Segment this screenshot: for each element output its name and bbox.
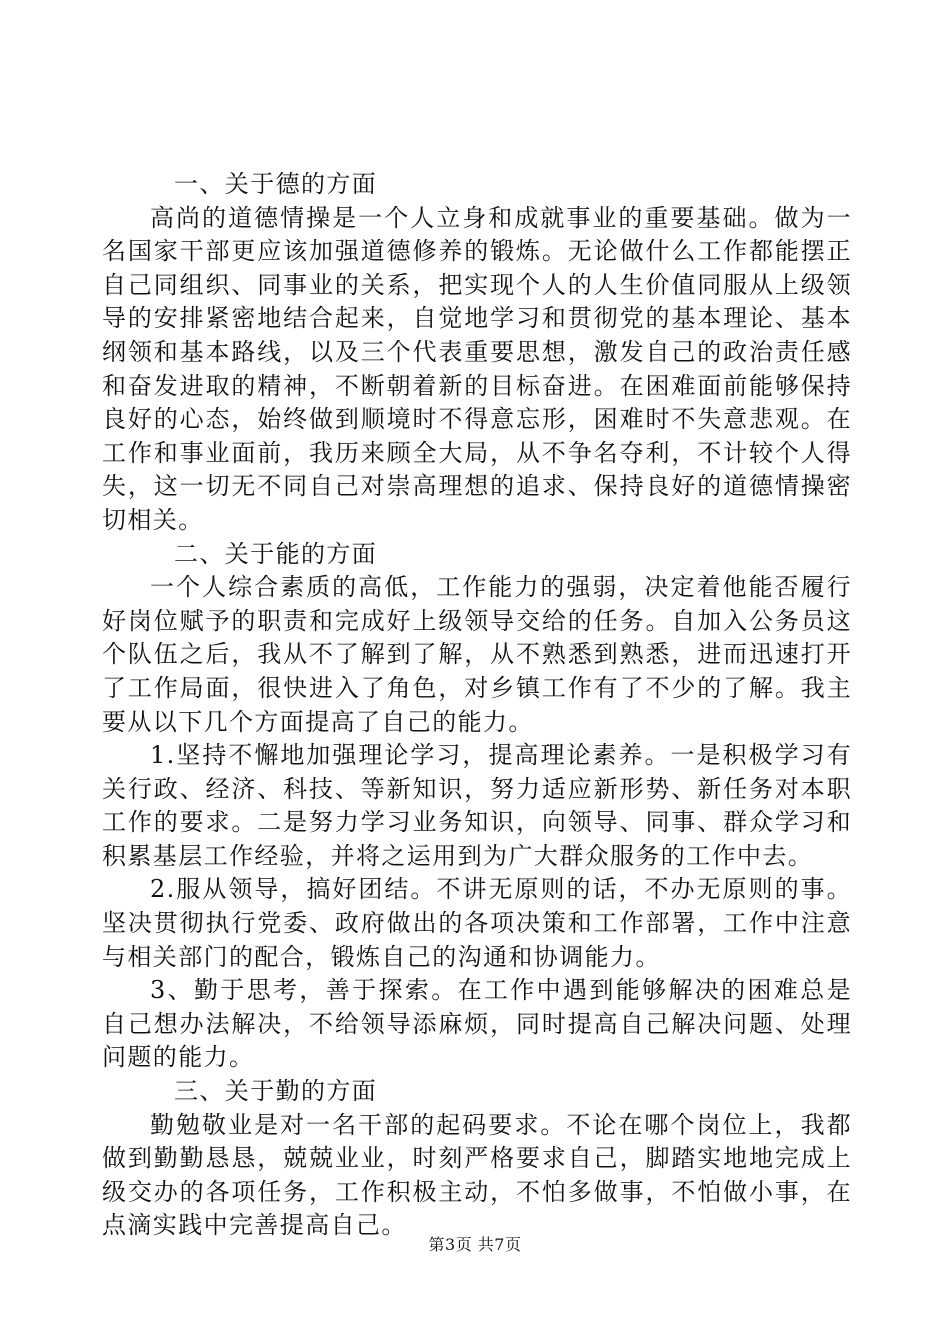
page-footer: 第3页 共7页 [428,1235,522,1254]
paragraph-neng-item-3: 3、勤于思考，善于探索。在工作中遇到能够解决的困难总是自己想办法解决，不给领导添麻烦，同时提高自己解决问题、处理问题的能力。 [102,976,852,1072]
section-heading-neng: 二、关于能的方面 [174,539,378,568]
paragraph-neng-item-1: 1.坚持不懈地加强理论学习，提高理论素养。一是积极学习有关行政、经济、科技、等新知识，努力适应新形势、新任务对本职工作的要求。二是努力学习业务知识，向领导、同事、群众学习和积累基层工作经验，并将之运用到为广大群众服务的工作中去。 [102,741,852,870]
section-heading-de: 一、关于德的方面 [174,170,378,198]
paragraph-neng-intro: 一个人综合素质的高低，工作能力的强弱，决定着他能否履行好岗位赋予的职责和完成好上级领导交给的任务。自加入公务员这个队伍之后，我从不了解到了解，从不熟悉到熟悉，进而迅速打开了工作局面，很快进入了角色，对乡镇工作有了不少的了解。我主要从以下几个方面提高了自己的能力。 [102,573,852,736]
paragraph-neng-item-2: 2.服从领导，搞好团结。不讲无原则的话，不办无原则的事。坚决贯彻执行党委、政府做出的各项决策和工作部署，工作中注意与相关部门的配合，锻炼自己的沟通和协调能力。 [102,875,852,971]
paragraph-de-body: 高尚的道德情操是一个人立身和成就事业的重要基础。做为一名国家干部更应该加强道德修养的锻炼。无论做什么工作都能摆正自己同组织、同事业的关系，把实现个人的人生价值同服从上级领导的安排紧密地结合起来，自觉地学习和贯彻党的基本理论、基本纲领和基本路线，以及三个代表重要思想，激发自己的政治责任感和奋发进取的精神，不断朝着新的目标奋进。在困难面前能够保持良好的心态，始终做到顺境时不得意忘形，困难时不失意悲观。在工作和事业面前，我历来顾全大局，从不争名夺利，不计较个人得失，这一切无不同自己对崇高理想的追求、保持良好的道德情操密切相关。 [102,203,852,534]
section-heading-qin: 三、关于勤的方面 [174,1077,378,1106]
document-body [102,168,852,1243]
paragraph-qin-body: 勤勉敬业是对一名干部的起码要求。不论在哪个岗位上，我都做到勤勤恳恳，兢兢业业，时刻严格要求自己，脚踏实地地完成上级交办的各项任务，工作积极主动，不怕多做事，不怕做小事，在点滴实践中完善提高自己。 [102,1110,852,1240]
